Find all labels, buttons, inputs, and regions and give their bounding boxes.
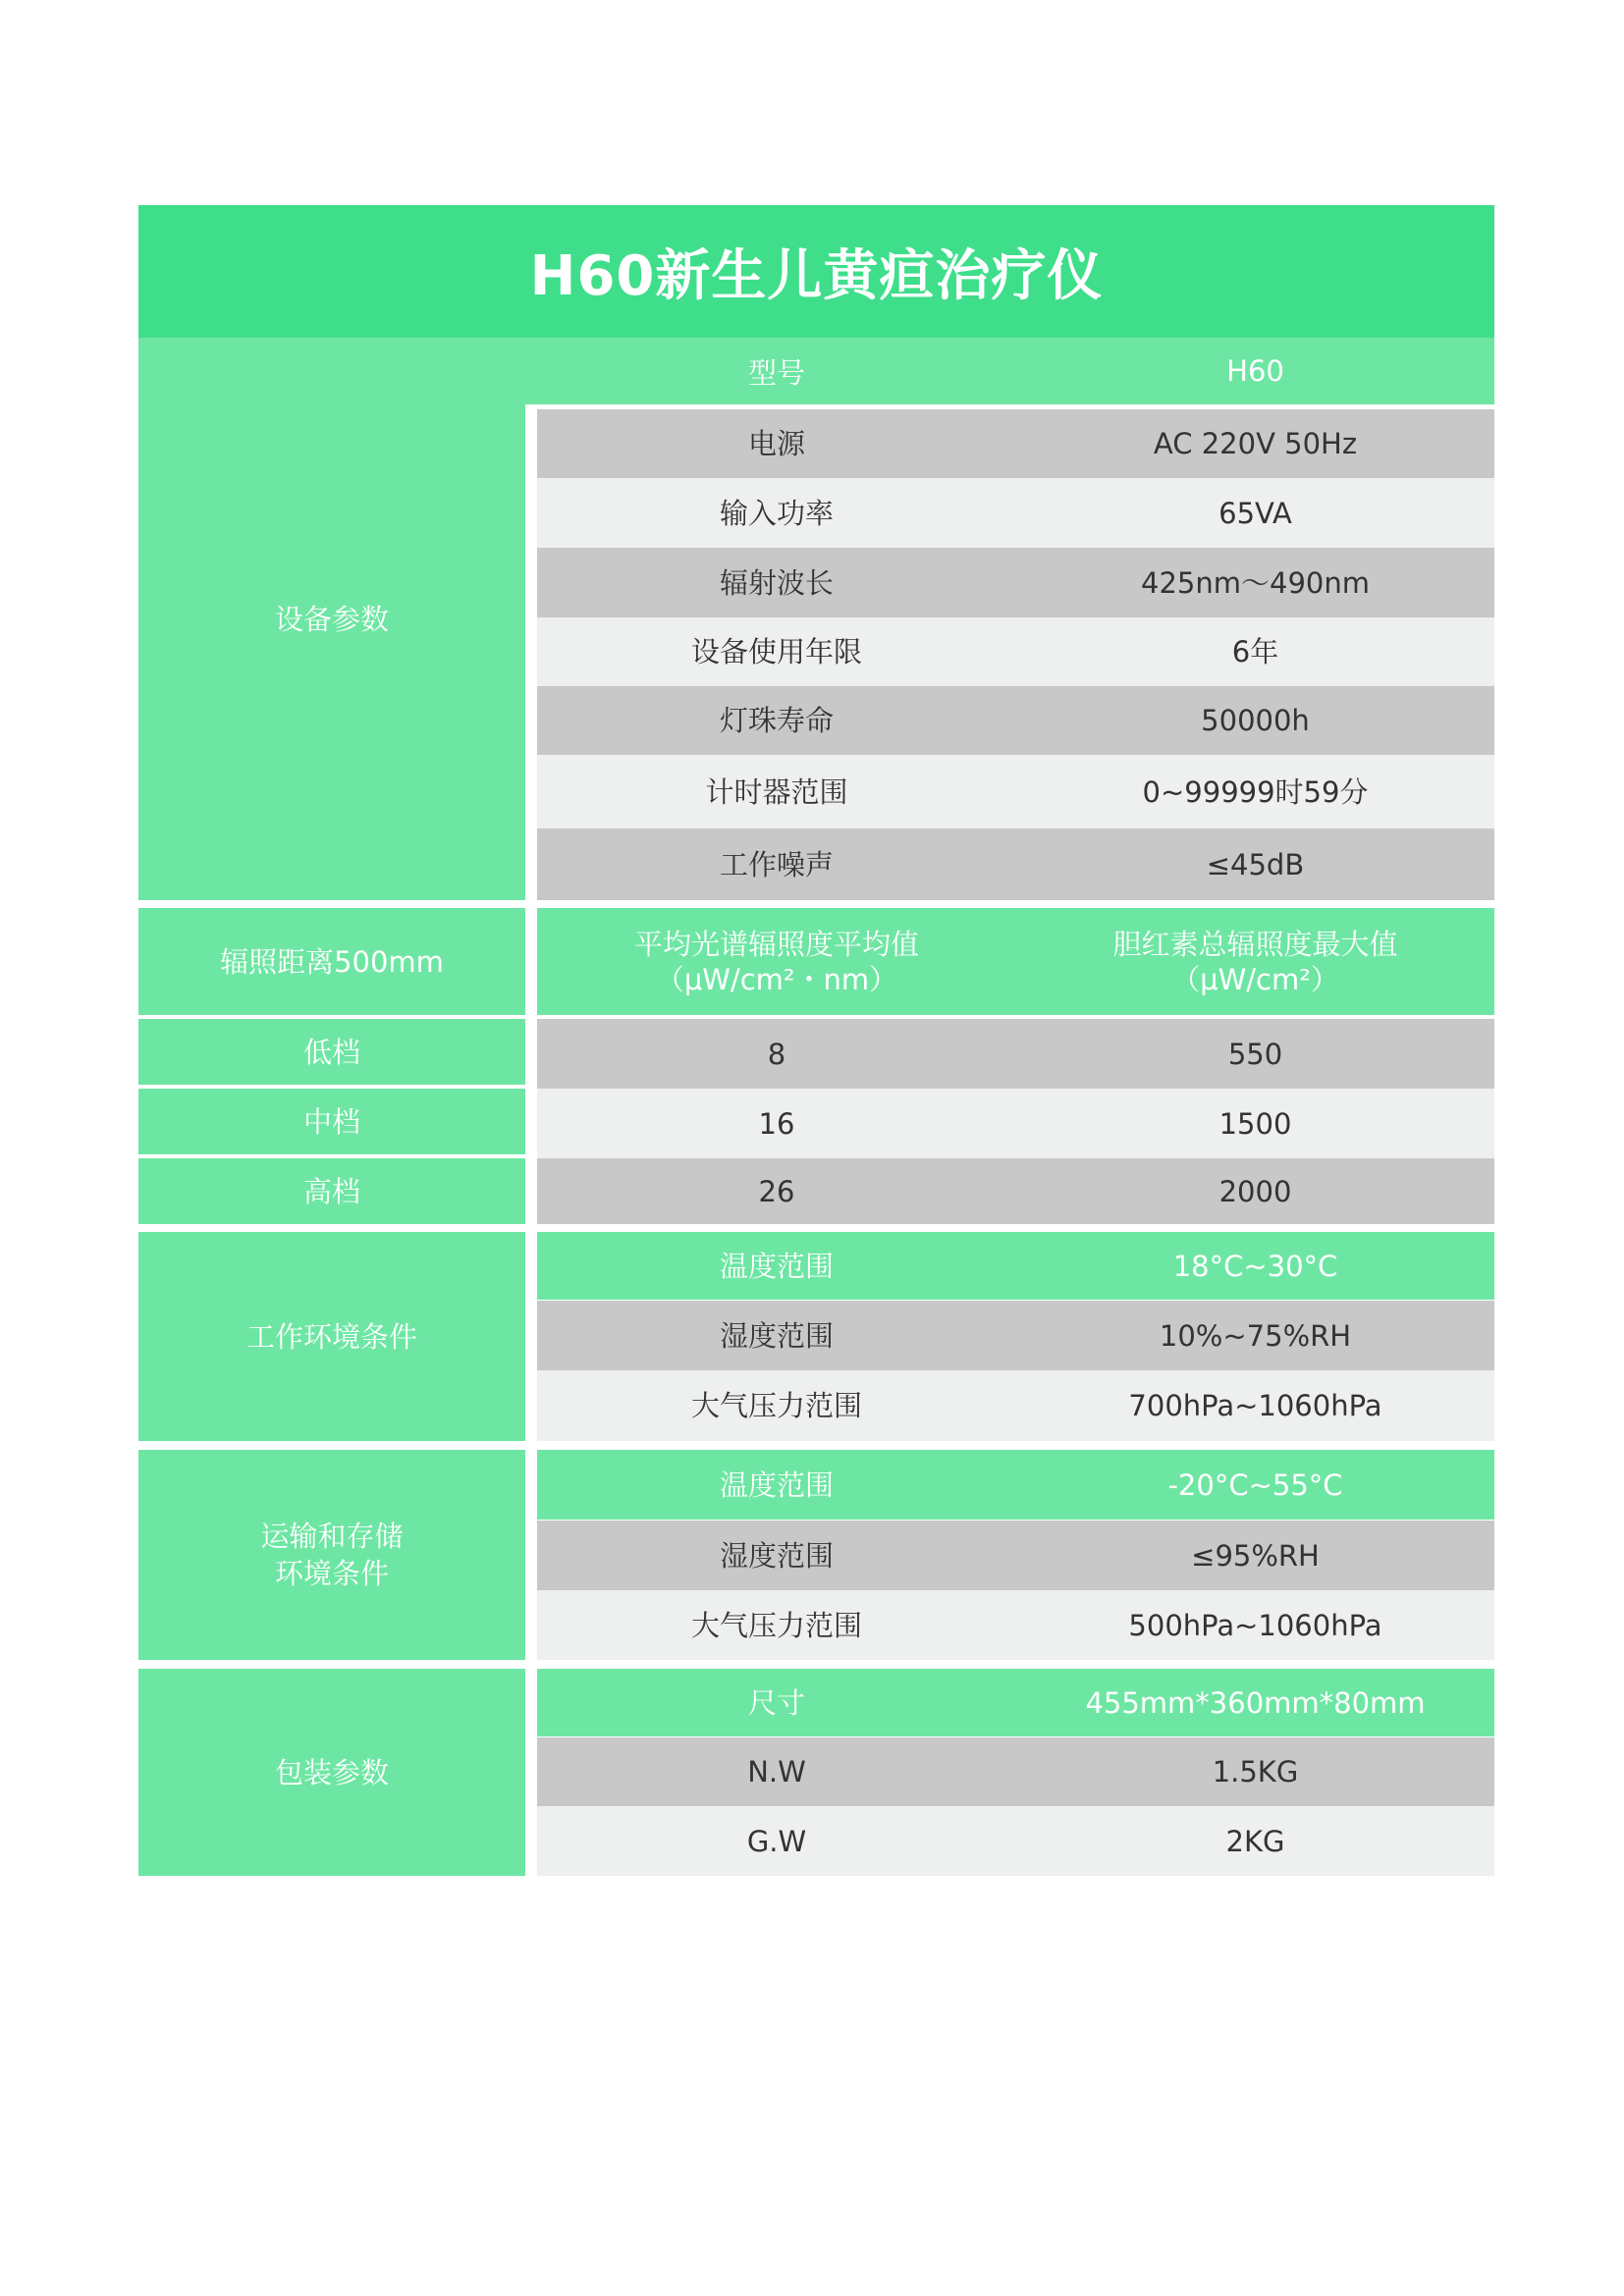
row-value: 1500 — [1218, 1106, 1292, 1141]
table-row — [537, 1521, 1494, 1590]
row-value: 500hPa~1060hPa — [1128, 1608, 1382, 1642]
model-header-row — [525, 338, 1494, 404]
avg-irradiance-unit: （μW/cm²・nm） — [655, 962, 898, 996]
row-value: 550 — [1227, 1037, 1283, 1071]
row-key: 湿度范围 — [719, 1538, 834, 1573]
page-title: H60新生儿黄疸治疗仪 — [138, 205, 1494, 338]
row-key: 辐射波长 — [719, 565, 834, 600]
table-row — [537, 1669, 1494, 1736]
row-value: 1.5KG — [1212, 1755, 1299, 1789]
table-row — [537, 478, 1494, 548]
row-key: 计时器范围 — [705, 774, 848, 809]
row-key: 16 — [758, 1106, 795, 1141]
row-value: AC 220V 50Hz — [1153, 427, 1358, 460]
max-irradiance-unit: （μW/cm²） — [1171, 962, 1339, 996]
storage-label-line1: 运输和存储 — [260, 1520, 404, 1553]
row-value: 18°C~30°C — [1172, 1249, 1338, 1283]
row-key: N.W — [747, 1755, 806, 1789]
row-value: ≤45dB — [1206, 847, 1305, 881]
section-label-device: 设备参数 — [138, 338, 525, 900]
table-row — [537, 1301, 1494, 1370]
row-key: 灯珠寿命 — [719, 704, 834, 737]
table-row — [537, 617, 1494, 686]
table-row — [537, 1450, 1494, 1520]
level-label-mid: 中档 — [138, 1089, 525, 1154]
model-key: 型号 — [747, 355, 805, 390]
row-value: 50000h — [1201, 704, 1310, 737]
max-irradiance-title: 胆红素总辐照度最大值 — [1112, 927, 1398, 961]
storage-label-line2: 环境条件 — [274, 1557, 389, 1590]
row-key: 26 — [758, 1174, 795, 1208]
model-value: H60 — [1226, 354, 1284, 388]
row-value: 2KG — [1225, 1824, 1285, 1858]
row-value: 425nm～490nm — [1141, 565, 1370, 600]
table-row — [537, 1019, 1494, 1089]
row-value: 2000 — [1218, 1174, 1292, 1208]
row-key: G.W — [746, 1824, 807, 1858]
row-value: 65VA — [1218, 496, 1292, 530]
row-key: 湿度范围 — [719, 1318, 834, 1353]
table-row — [537, 1232, 1494, 1300]
table-row — [537, 1590, 1494, 1660]
row-value: 6年 — [1231, 635, 1279, 668]
row-key: 温度范围 — [719, 1468, 834, 1502]
row-key: 尺寸 — [747, 1685, 805, 1720]
row-key: 输入功率 — [719, 496, 834, 530]
row-value: -20°C~55°C — [1167, 1468, 1343, 1502]
table-row — [537, 409, 1494, 478]
table-row — [537, 755, 1494, 828]
avg-irradiance-header — [537, 908, 1016, 1015]
row-key: 8 — [767, 1037, 786, 1071]
section-label-working-env: 工作环境条件 — [138, 1232, 525, 1441]
irradiance-header-row — [537, 908, 1494, 1015]
avg-irradiance-title: 平均光谱辐照度平均值 — [633, 927, 919, 961]
level-label-high: 高档 — [138, 1158, 525, 1224]
max-irradiance-header — [1016, 908, 1494, 1015]
table-row — [537, 1370, 1494, 1441]
row-value: 455mm*360mm*80mm — [1085, 1685, 1426, 1720]
table-row — [537, 1806, 1494, 1876]
row-key: 大气压力范围 — [690, 1608, 862, 1642]
row-value: 0~99999时59分 — [1142, 774, 1369, 809]
row-key: 温度范围 — [719, 1249, 834, 1283]
row-key: 大气压力范围 — [690, 1389, 862, 1422]
table-row — [537, 686, 1494, 755]
row-value: 700hPa~1060hPa — [1128, 1389, 1382, 1422]
row-key: 电源 — [747, 427, 805, 460]
table-row — [537, 828, 1494, 900]
row-value: ≤95%RH — [1191, 1538, 1320, 1573]
table-row — [537, 1158, 1494, 1224]
level-label-low: 低档 — [138, 1019, 525, 1085]
table-row — [537, 1737, 1494, 1806]
table-row — [537, 1089, 1494, 1158]
row-value: 10%~75%RH — [1159, 1318, 1352, 1353]
row-key: 工作噪声 — [719, 847, 834, 881]
row-key: 设备使用年限 — [690, 635, 862, 668]
section-label-irradiance: 辐照距离500mm — [138, 908, 525, 1015]
section-label-storage-env — [138, 1450, 525, 1660]
table-row — [537, 548, 1494, 617]
section-label-packaging: 包装参数 — [138, 1669, 525, 1876]
